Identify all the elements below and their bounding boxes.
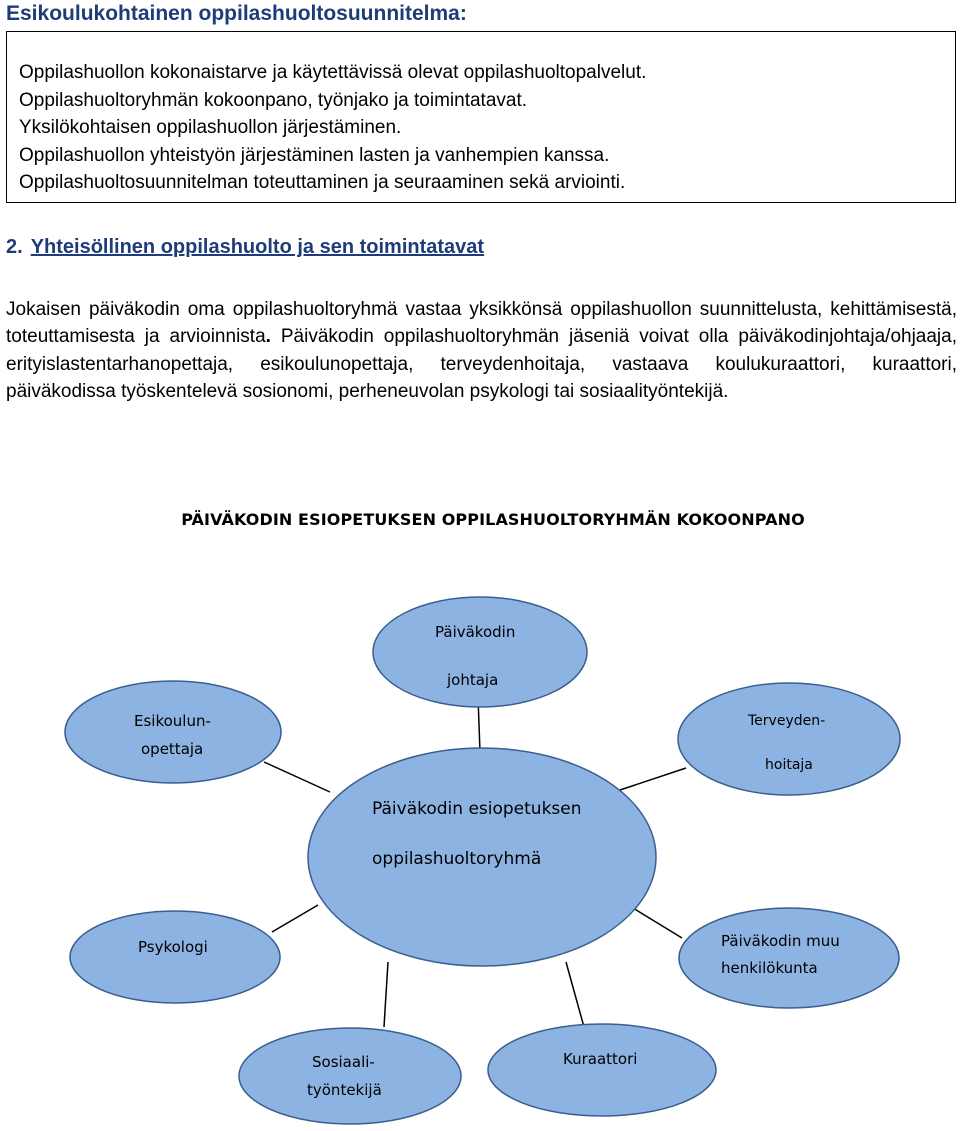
connector-line <box>384 962 388 1027</box>
connector-line <box>620 768 686 790</box>
node-label-line2: työntekijä <box>307 1081 382 1099</box>
node-label-line1: Psykologi <box>138 938 208 956</box>
node-label-line1: Päiväkodin <box>435 623 516 641</box>
center-node <box>308 748 656 966</box>
node-esikoulunopettaja <box>65 681 281 783</box>
node-label-line2: johtaja <box>447 671 499 689</box>
plan-item: Oppilashuoltosuunnitelman toteuttaminen ja seuraaminen sekä arviointi. <box>19 172 626 193</box>
paragraph-part-1: Jokaisen päiväkodin oma oppilashuoltoryhmä vastaa yksikkönsä oppilashuollon suunnittelusta, kehittämisestä, toteuttamisesta ja arvioinnista <box>6 299 957 348</box>
section-number: 2. <box>6 236 23 258</box>
node-psykologi <box>70 911 280 1003</box>
connector-line <box>264 762 330 792</box>
center-label-line2: oppilashuoltoryhmä <box>372 849 542 869</box>
section-title: Yhteisöllinen oppilashuolto ja sen toimintatavat <box>30 236 485 258</box>
node-ellipse <box>373 597 587 707</box>
node-ellipse <box>65 681 281 783</box>
node-label-line2: opettaja <box>141 740 204 758</box>
paragraph-period: . <box>265 326 271 348</box>
node-ellipse <box>678 683 900 795</box>
node-label-line2: hoitaja <box>765 757 813 773</box>
node-ellipse <box>488 1024 716 1116</box>
node-label-line1: Terveyden- <box>748 713 826 729</box>
plan-item: Yksilökohtaisen oppilashuollon järjestäminen. <box>19 117 402 138</box>
connector-line <box>628 905 682 938</box>
plan-item: Oppilashuoltoryhmän kokoonpano, työnjako ja toimintatavat. <box>19 89 528 111</box>
page-heading: Esikoulukohtainen oppilashuoltosuunnitelma: <box>6 2 467 25</box>
node-label-line1: Päiväkodin muu <box>721 932 840 950</box>
node-ellipse <box>239 1028 461 1124</box>
node-label-line1: Sosiaali- <box>312 1053 375 1071</box>
paragraph-part-2: Päiväkodin oppilashuoltoryhmän jäseniä voivat olla päiväkodinjohtaja/ohjaaja, erityislastentarhanopettaja, esikoulunopettaja, terveydenhoitaja, vastaava koulukuraattori, kuraattori, päiväkodissa työskentelevä sosionomi, perheneuvolan psykologi tai sosiaalityöntekijä. <box>6 326 957 403</box>
node-terveydenhoitaja <box>678 683 900 795</box>
node-ellipse <box>679 908 899 1008</box>
node-kuraattori <box>488 1024 716 1116</box>
plan-item: Oppilashuollon kokonaistarve ja käytettävissä olevat oppilashuoltopalvelut. <box>19 62 647 83</box>
node-sosiaalityontekija <box>239 1028 461 1124</box>
node-ellipse <box>70 911 280 1003</box>
connector-line <box>566 962 584 1027</box>
plan-item: Oppilashuollon yhteistyön järjestäminen lasten ja vanhempien kanssa. <box>19 144 610 166</box>
node-label-line1: Esikoulun- <box>134 712 211 730</box>
node-muu-henkilokunta <box>679 908 899 1008</box>
node-paivakodin-johtaja <box>373 597 587 707</box>
node-label-line1: Kuraattori <box>563 1050 638 1068</box>
node-label-line2: henkilökunta <box>721 959 818 977</box>
connector-line <box>272 905 318 932</box>
diagram-title: PÄIVÄKODIN ESIOPETUKSEN OPPILASHUOLTORYHMÄN KOKOONPANO <box>181 510 805 529</box>
center-label-line1: Päiväkodin esiopetuksen <box>372 799 582 819</box>
